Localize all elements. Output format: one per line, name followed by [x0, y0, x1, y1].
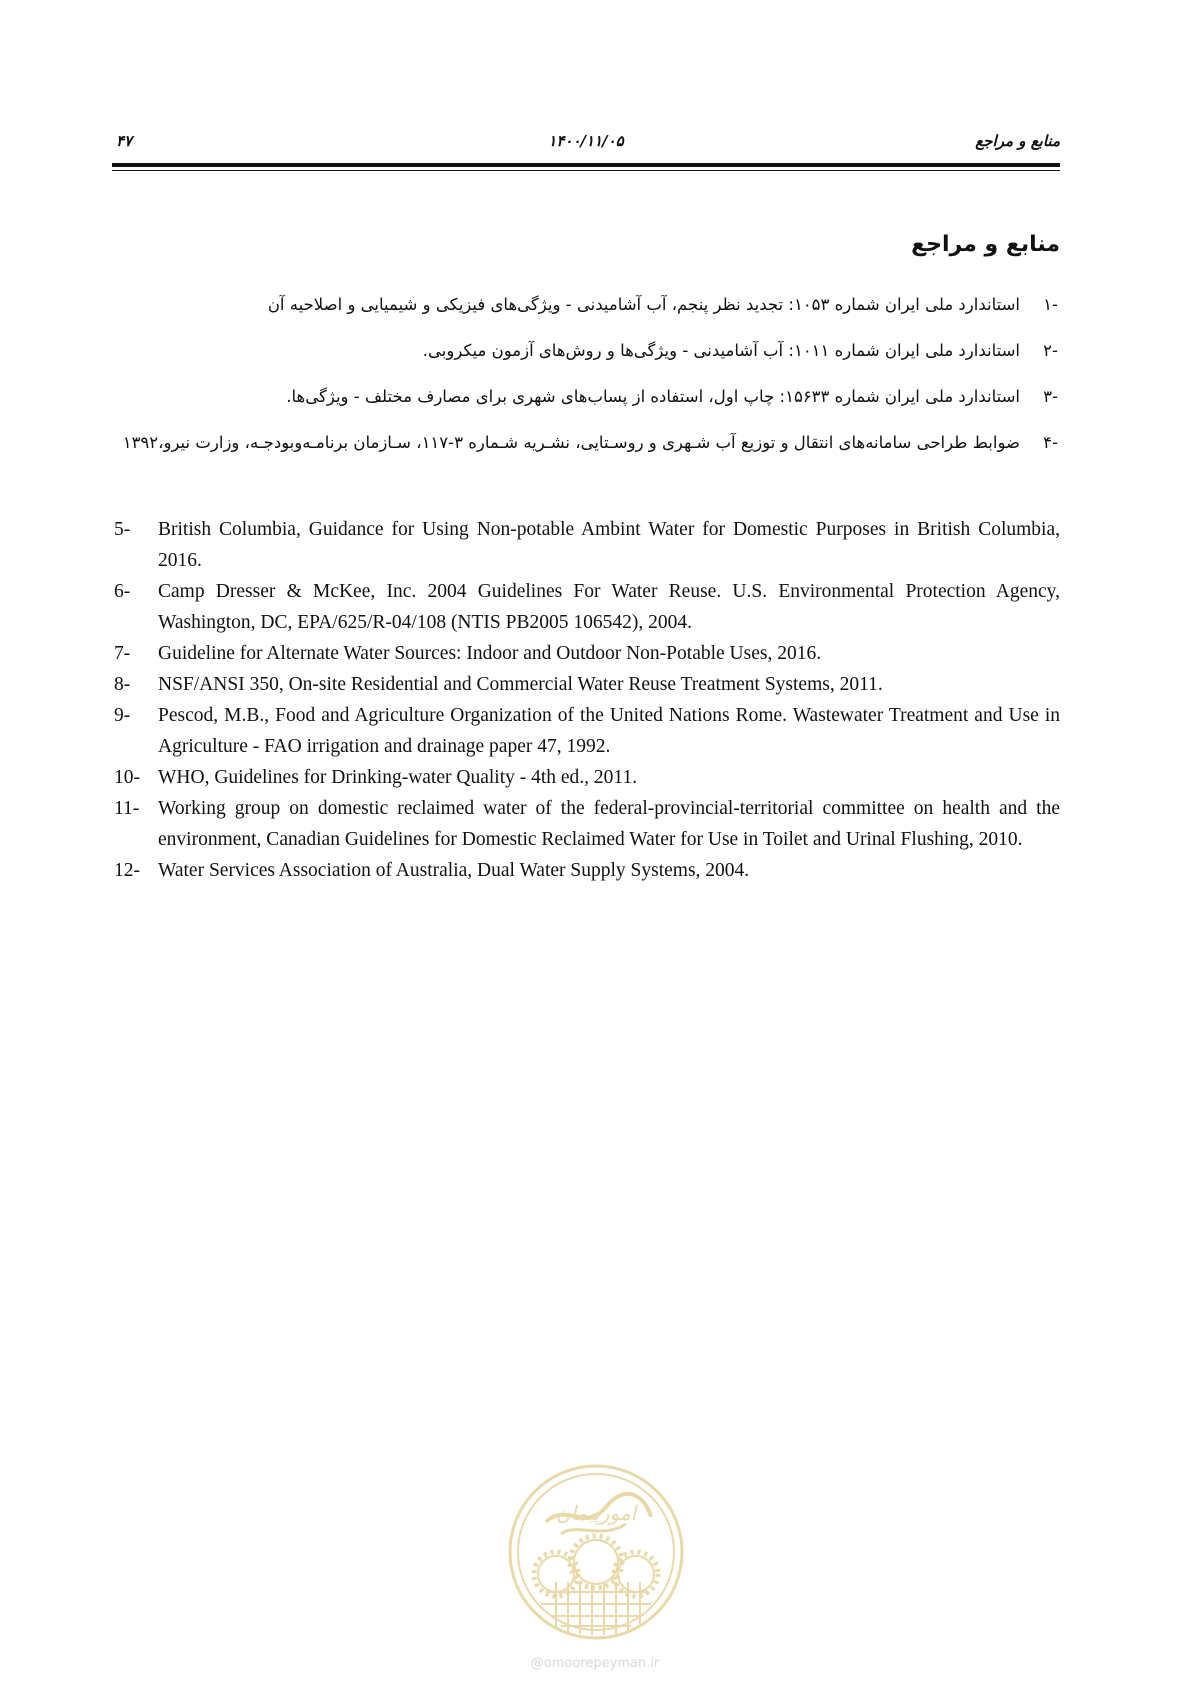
reference-number: 5- [114, 519, 131, 540]
list-item [112, 669, 1060, 700]
reference-text: Camp Dresser & McKee, Inc. 2004 Guidelines For Water Reuse. U.S. Environmental Protection Agency, Washington, DC, EPA/625/R-04/108 (NTIS PB2005 106542), 2004. [158, 581, 1060, 633]
english-reference-list [112, 514, 1060, 886]
list-item [112, 762, 1060, 793]
reference-number: -۴ [1043, 433, 1058, 452]
list-item [112, 374, 1060, 420]
reference-text: Working group on domestic reclaimed water of the federal-provincial-territorial committee on health and the environment, Canadian Guidelines for Domestic Reclaimed Water for Use in Toilet and Urinal Flushing, 2010. [158, 798, 1060, 850]
reference-number: 6- [114, 581, 131, 602]
reference-text: NSF/ANSI 350, On-site Residential and Commercial Water Reuse Treatment Systems, 2011. [158, 674, 883, 695]
reference-number: 10- [114, 767, 140, 788]
reference-text: Guideline for Alternate Water Sources: Indoor and Outdoor Non-Potable Uses, 2016. [158, 643, 822, 664]
reference-number: 12- [114, 860, 140, 881]
reference-number: -۲ [1043, 341, 1058, 360]
persian-reference-list [112, 282, 1060, 466]
reference-text: استاندارد ملی ایران شماره ۱۰۵۳: تجدید نظر پنجم، آب آشامیدنی - ویژگی‌های فیزیکی و شیمیایی و اصلاحیه آن [267, 295, 1020, 314]
reference-number: 7- [114, 643, 131, 664]
reference-text: WHO, Guidelines for Drinking-water Quality - 4th ed., 2011. [158, 767, 638, 788]
header-title: منابع و مراجع [975, 132, 1060, 150]
reference-number: -۱ [1043, 295, 1058, 314]
reference-text: ضوابط طراحی سامانه‌های انتقال و توزیع آب شـهری و روسـتایی، نشـریه شـماره ۳-۱۱۷، سـازمان برنامـه‌وبودجـه، وزارت نیرو،۱۳۹۲ [122, 433, 1020, 452]
reference-text: British Columbia, Guidance for Using Non-potable Ambint Water for Domestic Purposes in British Columbia, 2016. [158, 519, 1060, 571]
list-item [112, 328, 1060, 374]
list-item [112, 514, 1060, 576]
header-rule-thick [112, 163, 1060, 167]
watermark-logo-text: امورپیمان [555, 1501, 637, 1525]
reference-text: Water Services Association of Australia, Dual Water Supply Systems, 2004. [158, 860, 750, 881]
reference-number: 9- [114, 705, 131, 726]
list-item [112, 576, 1060, 638]
header-date: ۱۴۰۰/۱۱/۰۵ [548, 132, 624, 150]
reference-number: -۳ [1043, 387, 1058, 406]
list-item [112, 282, 1060, 328]
list-item [112, 700, 1060, 762]
reference-number: 11- [114, 798, 140, 819]
reference-number: 8- [114, 674, 131, 695]
list-item [112, 793, 1060, 855]
watermark-site: @omoorepeyman.ir [530, 1656, 660, 1671]
reference-text: Pescod, M.B., Food and Agriculture Organization of the United Nations Rome. Wastewater Treatment and Use in Agriculture - FAO irrigation and drainage paper 47, 1992. [158, 705, 1060, 757]
page-number: ۴۷ [116, 132, 133, 150]
section-title: منابع و مراجع [911, 232, 1060, 257]
page-header [112, 128, 1060, 154]
list-item [112, 420, 1060, 466]
reference-text: استاندارد ملی ایران شماره ۱۰۱۱: آب آشامیدنی - ویژگی‌ها و روش‌های آزمون میکروبی. [422, 341, 1020, 360]
list-item [112, 638, 1060, 669]
watermark-seal-icon [506, 1462, 686, 1642]
header-rule-thin [112, 170, 1060, 171]
list-item [112, 855, 1060, 886]
reference-text: استاندارد ملی ایران شماره ۱۵۶۳۳: چاپ اول، استفاده از پساب‌های شهری برای مصارف مختلف - ویژگی‌ها. [286, 387, 1020, 406]
